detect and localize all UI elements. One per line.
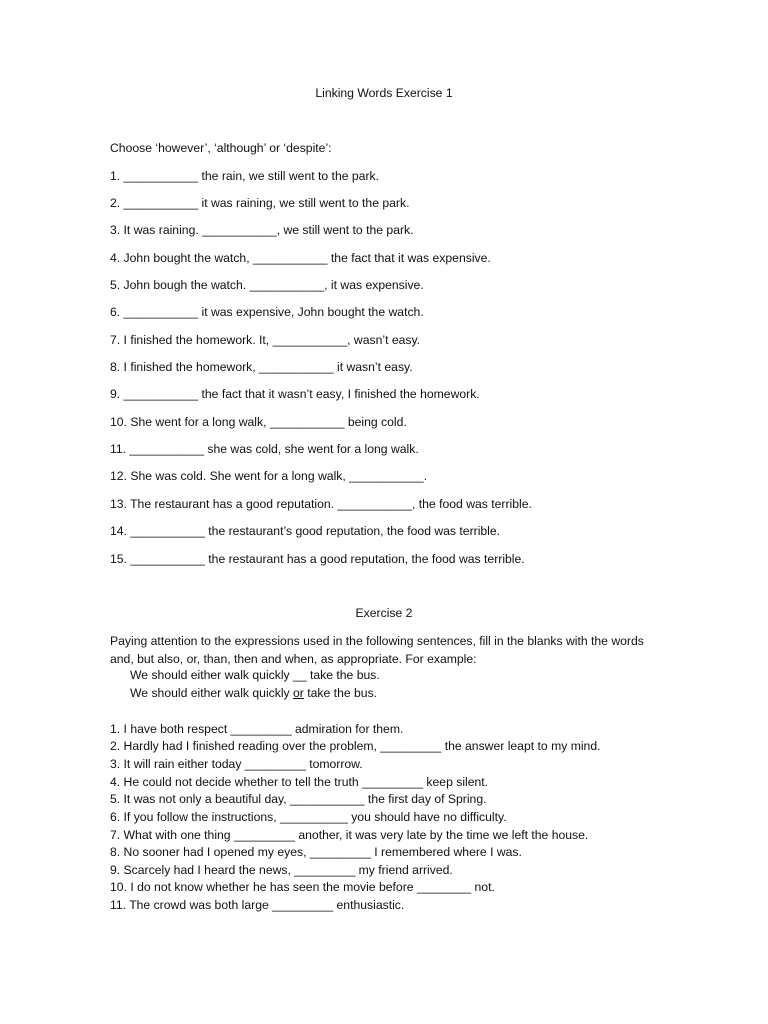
list-item: 10. I do not know whether he has seen the movie before ________ not. [110,880,495,894]
list-item: 7. I finished the homework. It, ___________, wasn’t easy. [110,333,421,347]
exercise1-title: Linking Words Exercise 1 [315,86,453,100]
list-item: 3. It was raining. ___________, we still went to the park. [110,223,414,237]
list-item: 14. ___________ the restaurant’s good reputation, the food was terrible. [110,524,501,538]
example-text-after: take the bus. [303,686,378,700]
list-item: 1. I have both respect _________ admiration for them. [110,722,404,736]
list-item: 8. I finished the homework, ___________ it wasn’t easy. [110,360,413,374]
list-item: 5. It was not only a beautiful day, ___________ the first day of Spring. [110,792,487,806]
list-item: 9. Scarcely had I heard the news, _________ my friend arrived. [110,863,453,877]
exercise2-title: Exercise 2 [355,606,413,620]
list-item: 5. John bough the watch. ___________, it was expensive. [110,278,424,292]
list-item: 4. John bought the watch, ___________ the fact that it was expensive. [110,251,491,265]
list-item: 3. It will rain either today _________ tomorrow. [110,757,363,771]
list-item: 15. ___________ the restaurant has a good reputation, the food was terrible. [110,552,525,566]
list-item: 13. The restaurant has a good reputation. ___________, the food was terrible. [110,497,532,511]
list-item: 11. The crowd was both large _________ enthusiastic. [110,898,405,912]
example-answer-word: or [293,686,304,700]
list-item: 10. She went for a long walk, ___________ being cold. [110,415,407,429]
list-item: 6. If you follow the instructions, __________ you should have no difficulty. [110,810,507,824]
example-sentence-blank: We should either walk quickly __ take the bus. [130,668,380,682]
list-item: 11. ___________ she was cold, she went for a long walk. [110,442,419,456]
example-text-before: We should either walk quickly [130,686,294,700]
list-item: 1. ___________ the rain, we still went to the park. [110,169,379,183]
list-item: 7. What with one thing _________ another, it was very late by the time we left the house. [110,828,589,842]
list-item: 2. Hardly had I finished reading over the problem, _________ the answer leapt to my mind. [110,739,601,753]
exercise1-instruction: Choose ‘however’, ‘although’ or ‘despite’: [110,141,332,155]
list-item: 12. She was cold. She went for a long walk, ___________. [110,469,428,483]
list-item: 8. No sooner had I opened my eyes, _________ I remembered where I was. [110,845,522,859]
exercise2-instruction: Paying attention to the expressions used in the following sentences, fill in the blanks with the words and, but also, or, than, then and when, as appropriate. For example: [110,634,644,666]
list-item: 9. ___________ the fact that it wasn’t easy, I finished the homework. [110,387,480,401]
list-item: 4. He could not decide whether to tell the truth _________ keep silent. [110,775,489,789]
example-sentence-answer [130,686,377,700]
list-item: 2. ___________ it was raining, we still went to the park. [110,196,410,210]
list-item: 6. ___________ it was expensive, John bought the watch. [110,305,424,319]
